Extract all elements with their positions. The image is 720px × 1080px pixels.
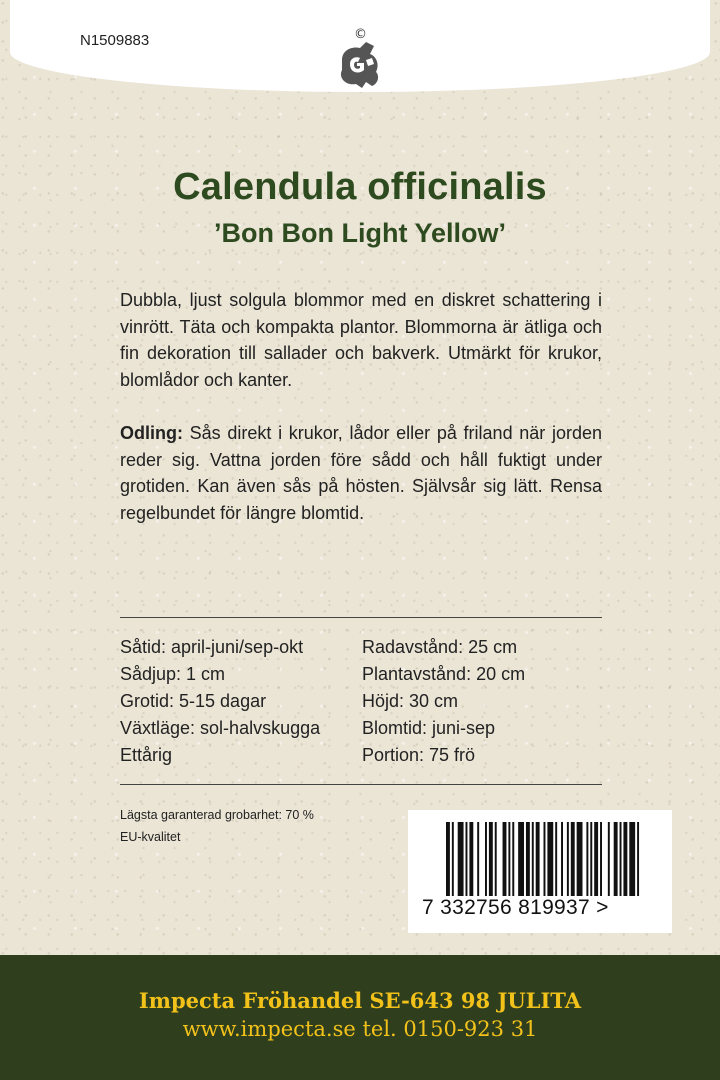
spec-plant-spacing: Plantavstånd: 20 cm bbox=[362, 664, 526, 684]
spec-location: Växtläge: sol-halvskugga bbox=[120, 718, 321, 738]
specs-left-column bbox=[120, 634, 320, 769]
barcode bbox=[408, 810, 672, 933]
footer-banner bbox=[0, 955, 720, 1080]
product-latin-name: Calendula officinalis bbox=[173, 166, 547, 208]
product-variety: ’Bon Bon Light Yellow’ bbox=[214, 218, 506, 248]
specs-right-column bbox=[362, 634, 525, 769]
spec-sowing-depth: Sådjup: 1 cm bbox=[120, 664, 226, 684]
spec-germination-time: Grotid: 5-15 dagar bbox=[120, 691, 267, 711]
article-number: N1509883 bbox=[80, 32, 150, 49]
copyright-symbol: © bbox=[354, 27, 367, 42]
spec-lifecycle: Ettårig bbox=[120, 745, 173, 765]
spec-sowing-time: Såtid: april-juni/sep-okt bbox=[120, 637, 304, 657]
spec-row-spacing: Radavstånd: 25 cm bbox=[362, 637, 518, 657]
divider-top bbox=[120, 617, 602, 618]
spec-portion: Portion: 75 frö bbox=[362, 745, 476, 765]
cultivation-instructions bbox=[120, 420, 602, 526]
product-description: Dubbla, ljust solgula blommor med en diskret schattering i vinrött. Täta och kompakta plantor. Blommorna är ätliga och fin dekoration till sallader och bakverk. Utmärkt för krukor, blomlådor och kanter. bbox=[120, 290, 602, 390]
quality-class: EU-kvalitet bbox=[120, 830, 181, 844]
spec-flowering-time: Blomtid: juni-sep bbox=[362, 718, 496, 738]
divider-bottom bbox=[120, 784, 602, 785]
barcode-digits: 7 332756 819937 > bbox=[422, 896, 609, 919]
cultivation-label: Odling: bbox=[120, 423, 183, 443]
cultivation-text: Sås direkt i krukor, lådor eller på friland när jorden reder sig. Vattna jorden före sådd och håll fuktigt under grotiden. Kan även sås på hösten. Självsår sig lätt. Rensa regelbundet för längre blomtid. bbox=[120, 423, 602, 523]
footer-company-address: Impecta Fröhandel SE-643 98 JULITA bbox=[138, 988, 582, 1013]
impecta-logo-icon bbox=[332, 24, 384, 94]
spec-height: Höjd: 30 cm bbox=[362, 691, 459, 711]
germination-guarantee: Lägsta garanterad grobarhet: 70 % bbox=[120, 808, 314, 822]
footer-contact: www.impecta.se tel. 0150-923 31 bbox=[182, 1017, 538, 1041]
